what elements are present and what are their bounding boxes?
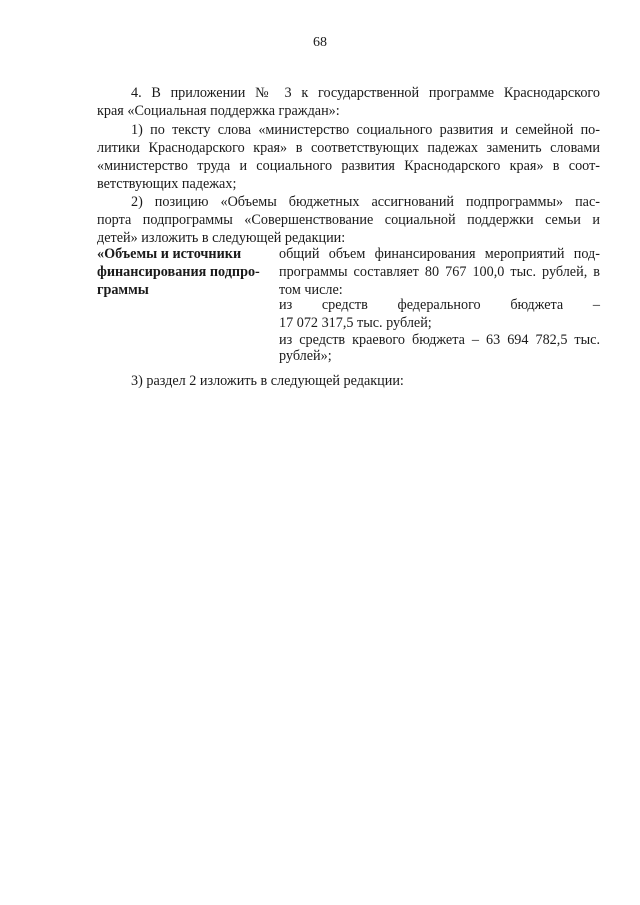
paragraph-sub2-line-2: порта подпрограммы «Совершенствование социальной поддержки семьи и <box>97 212 600 228</box>
paragraph-item4-line-1: 4. В приложении № 3 к государственной программе Краснодарского <box>131 85 600 101</box>
paragraph-sub3-line-1: 3) раздел 2 изложить в следующей редакции: <box>131 373 404 389</box>
passport-value-line-2: программы составляет 80 767 100,0 тыс. рублей, в <box>279 264 600 280</box>
passport-label-line-3: граммы <box>97 282 149 298</box>
paragraph-sub2-line-3: детей» изложить в следующей редакции: <box>97 230 346 246</box>
paragraph-sub1-line-2: литики Краснодарского края» в соответствующих падежах заменить словами <box>97 140 600 156</box>
passport-label-line-1: «Объемы и источники <box>97 246 242 262</box>
page-number: 68 <box>313 35 327 50</box>
paragraph-item4-line-2: края «Социальная поддержка граждан»: <box>97 103 340 119</box>
passport-value-line-7: рублей»; <box>279 348 332 364</box>
passport-value-line-1: общий объем финансирования мероприятий под- <box>279 246 600 262</box>
passport-value-line-4: из средств федерального бюджета – <box>279 297 600 313</box>
paragraph-sub1-line-4: ветствующих падежах; <box>97 176 237 192</box>
paragraph-sub2-line-1: 2) позицию «Объемы бюджетных ассигнований подпрограммы» пас- <box>131 194 600 210</box>
paragraph-sub1-line-1: 1) по тексту слова «министерство социального развития и семейной по- <box>131 122 600 138</box>
passport-label-line-2: финансирования подпро- <box>97 264 260 280</box>
passport-value-line-6: из средств краевого бюджета – 63 694 782,5 тыс. <box>279 332 600 348</box>
passport-value-line-3: том числе: <box>279 282 343 298</box>
paragraph-sub1-line-3: «министерство труда и социального развития Краснодарского края» в соот- <box>97 158 600 174</box>
passport-value-line-5: 17 072 317,5 тыс. рублей; <box>279 315 432 331</box>
